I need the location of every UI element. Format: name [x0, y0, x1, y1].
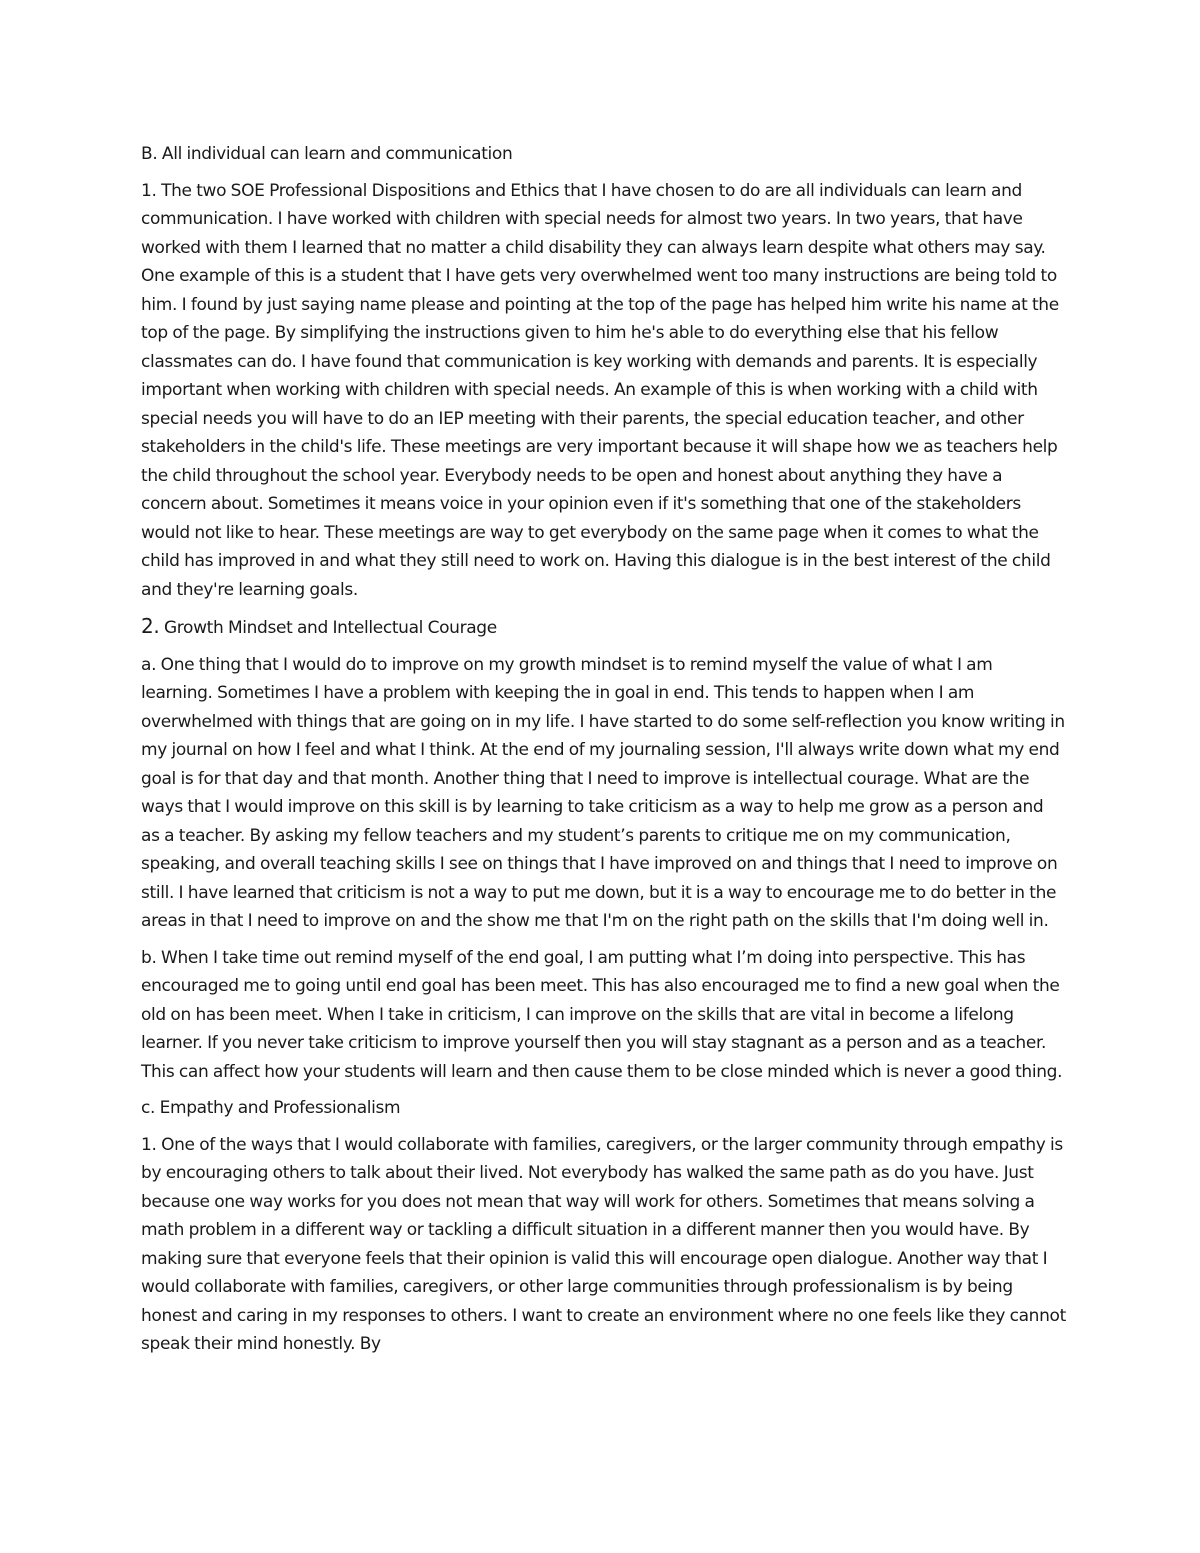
- section-2-paragraph-a: a. One thing that I would do to improve on my growth mindset is to remind myself the value of what I am learning. Sometimes I have a problem with keeping the in goal in end. This tends to happen when I am overwhelmed with things that are going on in my life. I have started to do some self-reflection you know writing in my journal on how I feel and what I think. At the end of my journaling session, I'll always write down what my end goal is for that day and that month. Another thing that I need to improve is intellectual courage. What are the ways that I would improve on this skill is by learning to take criticism as a way to help me grow as a person and as a teacher. By asking my fellow teachers and my student’s parents to critique me on my communication, speaking, and overall teaching skills I see on things that I have improved on and things that I need to improve on still. I have learned that criticism is not a way to put me down, but it is a way to encourage me to do better in the areas in that I need to improve on and the show me that I'm on the right path on the skills that I'm doing well in.: [141, 654, 1065, 931]
- section-b-paragraph-1: 1. The two SOE Professional Dispositions and Ethics that I have chosen to do are all individuals can learn and communication. I have worked with children with special needs for almost two years. In two years, that have worked with them I learned that no matter a child disability they can always learn despite what others may say. One example of this is a student that I have gets very overwhelmed went too many instructions are being told to him. I found by just saying name please and pointing at the top of the page has helped him write his name at the top of the page. By simplifying the instructions given to him he's able to do everything else that his fellow classmates can do. I have found that communication is key working with demands and parents. It is especially important when working with children with special needs. An example of this is when working with a child with special needs you will have to do an IEP meeting with their parents, the special education teacher, and other stakeholders in the child's life. These meetings are very important because it will shape how we as teachers help the child throughout the school year. Everybody needs to be open and honest about anything they have a concern about. Sometimes it means voice in your opinion even if it's something that one of the stakeholders would not like to hear. These meetings are way to get everybody on the same page when it comes to what the child has improved in and what they still need to work on. Having this dialogue is in the best interest of the child and they're learning goals.: [141, 180, 1059, 600]
- section-2-title: Growth Mindset and Intellectual Courage: [163, 618, 497, 638]
- section-c-heading: c. Empathy and Professionalism: [141, 1098, 401, 1118]
- section-2-number: 2.: [141, 614, 160, 638]
- document-page: [141, 140, 1066, 1367]
- section-b-heading: B. All individual can learn and communication: [141, 144, 513, 164]
- section-c-paragraph-1: 1. One of the ways that I would collaborate with families, caregivers, or the larger community through empathy is by encouraging others to talk about their lived. Not everybody has walked the same path as do you have. Just because one way works for you does not mean that way will work for others. Sometimes that means solving a math problem in a different way or tackling a difficult situation in a different manner then you would have. By making sure that everyone feels that their opinion is valid this will encourage open dialogue. Another way that I would collaborate with families, caregivers, or other large communities through professionalism is by being honest and caring in my responses to others. I want to create an environment where no one feels like they cannot speak their mind honestly. By: [141, 1134, 1066, 1354]
- section-2-paragraph-b: b. When I take time out remind myself of the end goal, I am putting what I’m doing into perspective. This has encouraged me to going until end goal has been meet. This has also encouraged me to find a new goal when the old on has been meet. When I take in criticism, I can improve on the skills that are vital in become a lifelong learner. If you never take criticism to improve yourself then you will stay stagnant as a person and as a teacher. This can affect how your students will learn and then cause them to be close minded which is never a good thing.: [141, 947, 1063, 1082]
- section-2-heading: [141, 612, 1066, 643]
